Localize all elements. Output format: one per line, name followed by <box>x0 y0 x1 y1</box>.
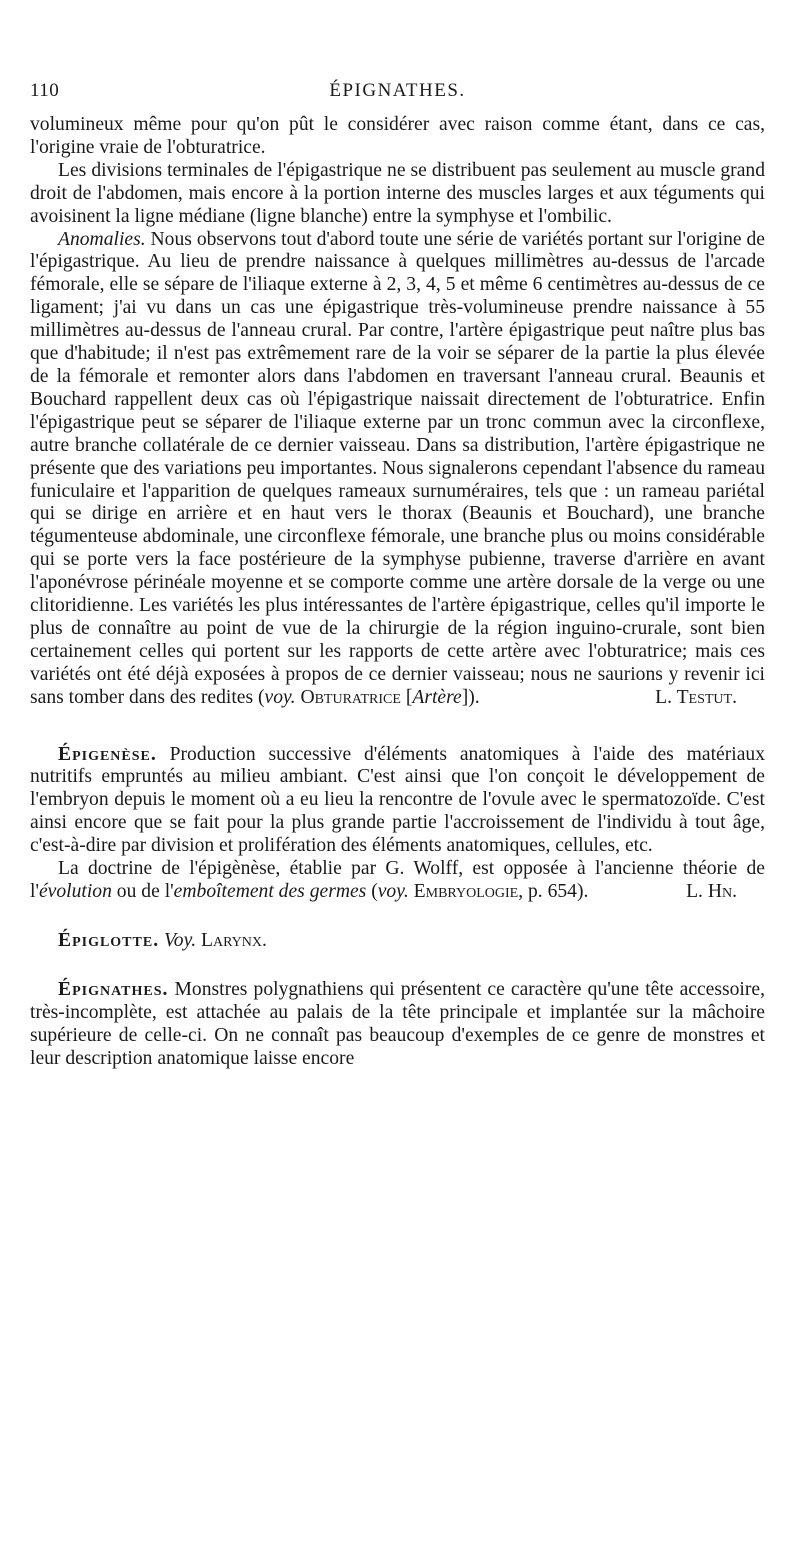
doctrine-emboitement: emboîtement des germes <box>173 881 367 902</box>
doctrine-ref-embryologie: Embryologie <box>408 881 519 902</box>
page-number: 110 <box>30 80 60 101</box>
signature-hn: L. Hn. <box>686 881 737 902</box>
page-header <box>30 80 765 114</box>
anomalies-voy: voy. <box>264 686 296 708</box>
anomalies-ref-open: [ <box>400 686 413 708</box>
doctrine-voy: voy. <box>377 881 409 902</box>
doctrine-text-b: ou de l' <box>111 881 174 902</box>
doctrine-text-c: ( <box>366 881 378 902</box>
epignathes-entry <box>30 979 765 1071</box>
doctrine-text-d: , p. 654). <box>518 881 589 902</box>
epigastrique-divisions-paragraph: Les divisions terminales de l'épigastrique ne se distribuent pas seulement au muscle grand droit de l'abdomen, mais encore à la portion interne des muscles larges et aux téguments qui avoisinent la ligne médiane (ligne blanche) entre la symphyse et l'ombilic. <box>30 159 765 227</box>
epigastrique-anomalies-paragraph <box>30 229 765 710</box>
signature-testut: L. Testut. <box>655 686 737 708</box>
epiglotte-voy: Voy. <box>159 929 197 951</box>
doctrine-text-a: La doctrine de l'épigènèse, établie par G. Wolff, est opposée à l'ancienne théorie de l' <box>30 858 765 902</box>
epiglotte-headword: Épiglotte. <box>58 929 160 951</box>
anomalies-ref-artere: Artère <box>412 686 462 708</box>
running-title: ÉPIGNATHES. <box>329 80 466 101</box>
anomalies-ref-obturatrice: Obturatrice <box>295 686 401 708</box>
document-page <box>30 80 765 1070</box>
epigenese-entry <box>30 744 765 859</box>
epiglotte-ref-larynx: Larynx. <box>196 929 267 951</box>
epigenese-doctrine-paragraph <box>30 858 765 904</box>
anomalies-label: Anomalies. <box>58 228 146 250</box>
anomalies-text: Nous observons tout d'abord toute une série de variétés portant sur l'origine de l'épigastrique. Au lieu de prendre naissance à quelques millimètres au-dessus de l'arcade fémorale, elle se sépare de l'iliaque externe à 2, 3, 4, 5 et même 6 centimètres au-dessus de ce ligament; j'ai vu dans un cas une épigastrique très-volumineuse prendre naissance à 55 millimètres au-dessus de l'anneau crural. Par contre, l'artère épigastrique peut naître plus bas que d'habitude; il n'est pas extrêmement rare de la voir se séparer de la partie la plus élevée de la fémorale et remonter alors dans l'abdomen en traversant l'anneau crural. Beaunis et Bouchard rappellent deux cas où l'épigastrique naissait directement de l'obturatrice. Enfin l'épigastrique peut se séparer de l'iliaque externe par un tronc commun avec la circonflexe, autre branche collatérale de ce dernier vaisseau. Dans sa distribution, l'artère épigastrique ne présente que des variations peu importantes. Nous signalerons cependant l'absence du rameau funiculaire et l'apparition de quelques rameaux surnuméraires, tels que : un rameau pariétal qui se dirige en arrière et en haut vers le thorax (Beaunis et Bouchard), une branche tégumenteuse abdominale, une circonflexe fémorale, une branche plus ou moins considérable qui se porte vers la face postérieure de la symphyse pubienne, traverse d'arrière en avant l'aponévrose périnéale moyenne et se comporte comme une artère dorsale de la verge ou une clitoridienne. Les variétés les plus intéressantes de l'artère épigastrique, celles qu'il importe le plus de connaître au point de vue de la chirurgie de la région inguino-crurale, sont bien certainement celles qui portent sur les rapports de cette artère avec l'obturatrice; mais ces variétés ont été déjà exposées à propos de ce dernier vaisseau; nous ne saurions y revenir ici sans tomber dans des redites ( <box>30 228 765 708</box>
epignathes-headword: Épignathes. <box>58 978 169 1000</box>
epigenese-definition: Production successive d'éléments anatomiques à l'aide des matériaux nutritifs empruntés au milieu ambiant. C'est ainsi que l'on conçoit le développement de l'embryon depuis le moment où a eu lieu la rencontre de l'ovule avec le spermatozoïde. C'est ainsi encore que se fait pour la plus grande partie l'accroissement de l'individu à tout âge, c'est-à-dire par division et prolifération des éléments anatomiques, cellules, etc. <box>30 743 765 857</box>
epigenese-headword: Épigenèse. <box>58 743 157 765</box>
epignathes-definition: Monstres polygnathiens qui présentent ce caractère qu'une tête accessoire, très-incomplète, est attachée au palais de la tête principale et implantée sur la mâchoire supérieure de celle-ci. On ne connaît pas beaucoup d'exemples de ce genre de monstres et leur description anatomique laisse encore <box>30 978 765 1069</box>
epiglotte-entry <box>30 930 765 953</box>
epigastrique-continuation: volumineux même pour qu'on pût le considérer avec raison comme étant, dans ce cas, l'origine vraie de l'obturatrice. <box>30 114 765 158</box>
doctrine-evolution: évolution <box>38 881 112 902</box>
anomalies-ref-close: ]). <box>461 686 480 708</box>
